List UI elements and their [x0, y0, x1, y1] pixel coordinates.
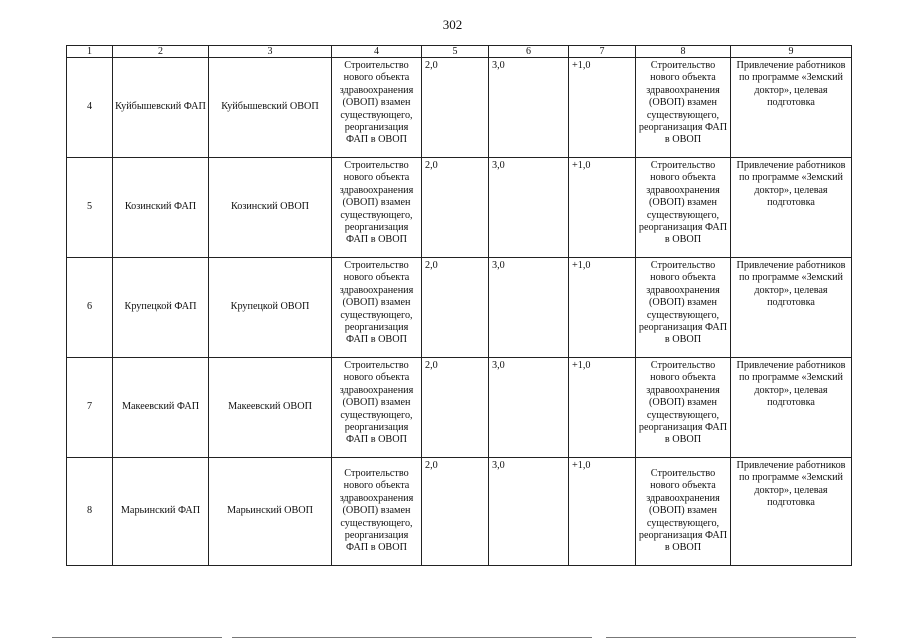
ovop-name: Куйбышевский ОВОП	[209, 58, 332, 158]
measure-text: Строительство нового объекта здравоохранения (ОВОП) взамен существующего, реорганизация ФАП в ОВОП	[332, 258, 422, 358]
measure-text: Строительство нового объекта здравоохранения (ОВОП) взамен существующего, реорганизация ФАП в ОВОП	[332, 58, 422, 158]
bottom-rule-mid	[232, 637, 592, 638]
fap-name: Крупецкой ФАП	[113, 258, 209, 358]
table-row	[67, 358, 852, 458]
value-col6: 3,0	[489, 158, 569, 258]
staffing-text: Привлечение работников по программе «Земский доктор», целевая подготовка	[731, 458, 852, 566]
ovop-name: Крупецкой ОВОП	[209, 258, 332, 358]
measure-text: Строительство нового объекта здравоохранения (ОВОП) взамен существующего, реорганизация ФАП в ОВОП	[332, 358, 422, 458]
bottom-rule-left	[52, 637, 222, 638]
header-cell-8: 8	[636, 46, 731, 58]
staffing-text: Привлечение работников по программе «Земский доктор», целевая подготовка	[731, 158, 852, 258]
value-col5: 2,0	[422, 358, 489, 458]
header-cell-9: 9	[731, 46, 852, 58]
page-number: 302	[442, 17, 463, 32]
value-col7: +1,0	[569, 58, 636, 158]
ovop-name: Макеевский ОВОП	[209, 358, 332, 458]
header-cell-3: 3	[209, 46, 332, 58]
value-col6: 3,0	[489, 458, 569, 566]
staffing-text: Привлечение работников по программе «Земский доктор», целевая подготовка	[731, 58, 852, 158]
value-col6: 3,0	[489, 358, 569, 458]
fap-name: Козинский ФАП	[113, 158, 209, 258]
table-row	[67, 458, 852, 566]
data-table	[66, 45, 852, 566]
row-number: 8	[67, 458, 113, 566]
fap-name: Макеевский ФАП	[113, 358, 209, 458]
header-cell-5: 5	[422, 46, 489, 58]
recommendation-text: Строительство нового объекта здравоохранения (ОВОП) взамен существующего, реорганизация ФАП в ОВОП	[636, 358, 731, 458]
header-cell-7: 7	[569, 46, 636, 58]
value-col7: +1,0	[569, 358, 636, 458]
header-cell-1: 1	[67, 46, 113, 58]
value-col7: +1,0	[569, 258, 636, 358]
table-row	[67, 258, 852, 358]
recommendation-text: Строительство нового объекта здравоохранения (ОВОП) взамен существующего, реорганизация ФАП в ОВОП	[636, 158, 731, 258]
value-col7: +1,0	[569, 458, 636, 566]
value-col5: 2,0	[422, 258, 489, 358]
row-number: 5	[67, 158, 113, 258]
header-cell-4: 4	[332, 46, 422, 58]
bottom-rule-right	[606, 637, 856, 638]
row-number: 6	[67, 258, 113, 358]
table-row	[67, 158, 852, 258]
value-col5: 2,0	[422, 458, 489, 566]
value-col5: 2,0	[422, 158, 489, 258]
row-number: 4	[67, 58, 113, 158]
row-number: 7	[67, 358, 113, 458]
header-row	[67, 46, 852, 58]
recommendation-text: Строительство нового объекта здравоохранения (ОВОП) взамен существующего, реорганизация ФАП в ОВОП	[636, 458, 731, 566]
value-col7: +1,0	[569, 158, 636, 258]
recommendation-text: Строительство нового объекта здравоохранения (ОВОП) взамен существующего, реорганизация ФАП в ОВОП	[636, 258, 731, 358]
measure-text: Строительство нового объекта здравоохранения (ОВОП) взамен существующего, реорганизация ФАП в ОВОП	[332, 458, 422, 566]
ovop-name: Козинский ОВОП	[209, 158, 332, 258]
table-row	[67, 58, 852, 158]
header-cell-2: 2	[113, 46, 209, 58]
fap-name: Куйбышевский ФАП	[113, 58, 209, 158]
ovop-name: Марьинский ОВОП	[209, 458, 332, 566]
recommendation-text: Строительство нового объекта здравоохранения (ОВОП) взамен существующего, реорганизация ФАП в ОВОП	[636, 58, 731, 158]
staffing-text: Привлечение работников по программе «Земский доктор», целевая подготовка	[731, 258, 852, 358]
measure-text: Строительство нового объекта здравоохранения (ОВОП) взамен существующего, реорганизация ФАП в ОВОП	[332, 158, 422, 258]
header-cell-6: 6	[489, 46, 569, 58]
fap-name: Марьинский ФАП	[113, 458, 209, 566]
staffing-text: Привлечение работников по программе «Земский доктор», целевая подготовка	[731, 358, 852, 458]
value-col6: 3,0	[489, 258, 569, 358]
value-col6: 3,0	[489, 58, 569, 158]
value-col5: 2,0	[422, 58, 489, 158]
